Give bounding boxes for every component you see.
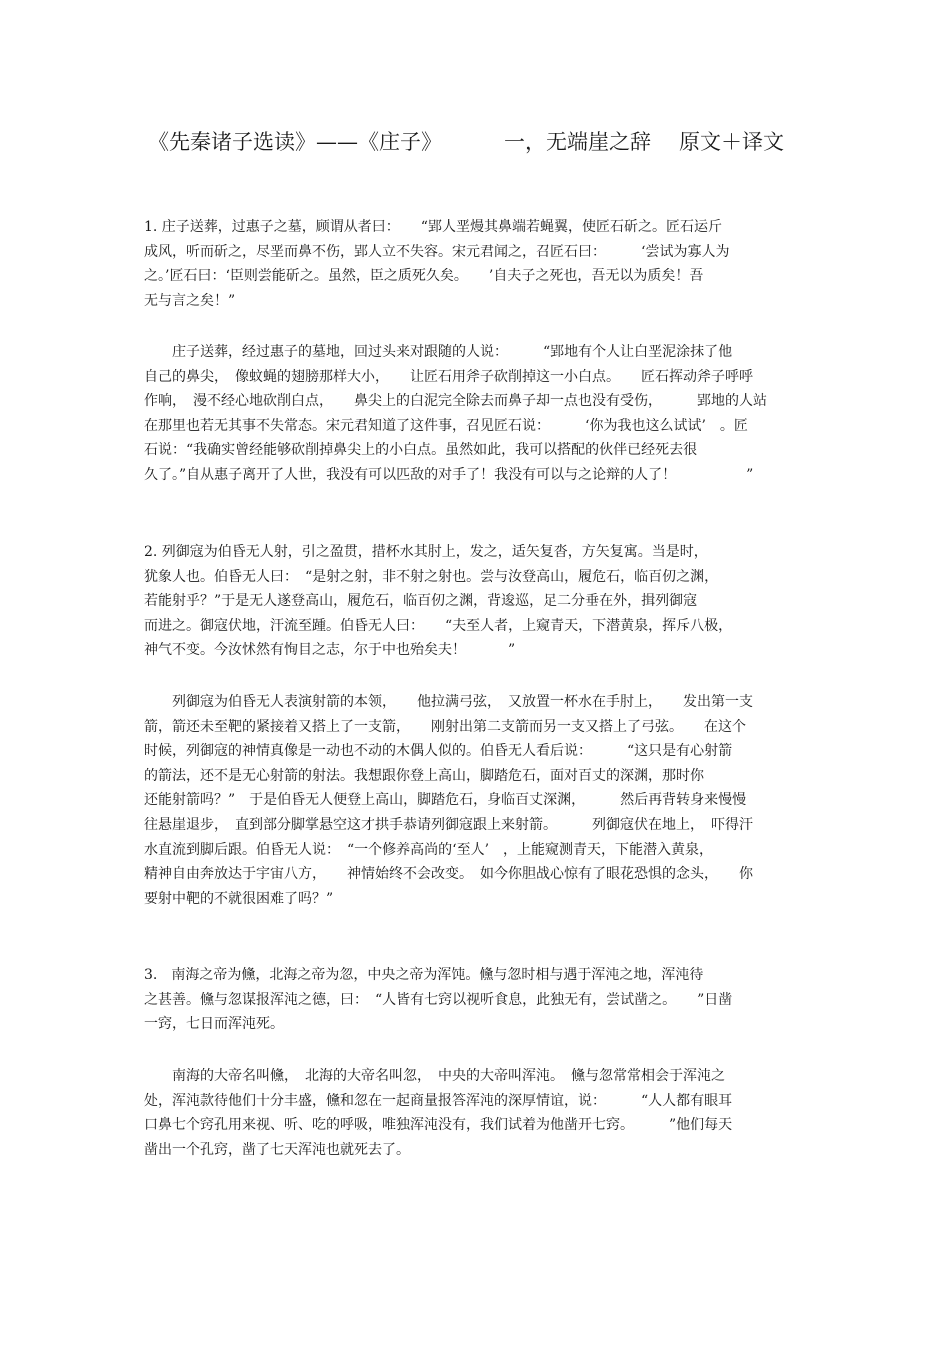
document-title xyxy=(148,128,848,156)
text-line: 之甚善。儵与忽谋报浑沌之德，曰： “人皆有七窍以视听食息，此独无有，尝试凿之。 ”日凿 xyxy=(144,991,733,1008)
text-line: 久了。”自从惠子离开了人世，我没有可以匹敌的对手了！我没有可以与之论辩的人了！ ” xyxy=(144,466,754,483)
text-line: 精神自由奔放达于宇宙八方， 神情始终不会改变。 如今你胆战心惊有了眼花恐惧的念头， 你 xyxy=(144,866,753,883)
text-line: 水直流到脚后跟。伯昏无人说： “一个修养高尚的‘至人’ ，上能窥测青天，下能潜入黄泉， xyxy=(144,841,714,858)
text-line: 在那里也若无其事不失常态。宋元君知道了这件事，召见匠石说： ‘你为我也这么试试’ 。匠 xyxy=(144,417,748,434)
text-line: 凿出一个孔窍，凿了七天浑沌也就死去了。 xyxy=(144,1141,410,1158)
text-line: 的箭法，还不是无心射箭的射法。我想跟你登上高山，脚踏危石，面对百丈的深渊，那时你 xyxy=(144,767,704,784)
text-line: 若能射乎？”于是无人遂登高山，履危石，临百仞之渊，背逡巡，足二分垂在外，揖列御寇 xyxy=(144,593,698,610)
section-1-translation xyxy=(144,340,809,488)
section-1-original xyxy=(144,215,809,313)
text-line: 庄子送葬，经过惠子的墓地，回过头来对跟随的人说： “郢地有个人让白垩泥涂抹了他 xyxy=(144,344,733,360)
section-2-original xyxy=(144,540,809,663)
text-line: 无与言之矣！” xyxy=(144,292,236,309)
text-line: 之。’匠石曰：‘臣则尝能斫之。虽然，臣之质死久矣。 ’自夫子之死也，吾无以为质矣！吾 xyxy=(144,268,704,285)
section-3-original xyxy=(144,963,809,1037)
text-line: 石说：“我确实曾经能够砍削掉鼻尖上的小白点。虽然如此，我可以搭配的伙伴已经死去很 xyxy=(144,442,698,459)
text-line: 1. 庄子送葬，过惠子之墓，顾谓从者曰： “郢人垩熳其鼻端若蝇翼，使匠石斫之。匠石运斤 xyxy=(144,219,722,235)
text-line: 3. 南海之帝为儵，北海之帝为忽，中央之帝为浑饨。儵与忽时相与遇于浑沌之地，浑沌待 xyxy=(144,967,704,983)
section-2-translation xyxy=(144,690,809,911)
section-3-translation xyxy=(144,1064,809,1162)
title-suffix: 原文＋译文 xyxy=(679,130,784,154)
text-line: 往悬崖退步， 直到部分脚掌悬空这才拱手恭请列御寇跟上来射箭。 列御寇伏在地上， 吓得汗 xyxy=(144,816,753,833)
text-line: 而进之。御寇伏地，汗流至踵。伯昏无人曰： “夫至人者，上窥青天，下潜黄泉，挥斥八极， xyxy=(144,617,733,634)
text-line: 南海的大帝名叫儵， 北海的大帝名叫忽， 中央的大帝叫浑沌。 儵与忽常常相会于浑沌之 xyxy=(144,1068,725,1084)
text-line: 还能射箭吗？” 于是伯昏无人便登上高山，脚踏危石，身临百丈深渊， 然后再背转身来慢慢 xyxy=(144,792,747,809)
text-line: 神气不变。今汝怵然有恂目之志，尔于中也殆矣夫！ ” xyxy=(144,642,516,659)
text-line: 犹象人也。伯昏无人曰： “是射之射，非不射之射也。尝与汝登高山，履危石，临百仞之渊， xyxy=(144,568,719,585)
title-book: 《先秦诸子选读》——《庄子》 xyxy=(148,130,442,154)
title-chapter: 一，无端崖之辞 xyxy=(504,130,651,154)
text-line: 2. 列御寇为伯昏无人射，引之盈贯，措杯水其肘上，发之，适矢复沓，方矢复寓。当是时， xyxy=(144,544,708,560)
text-line: 一窍，七日而浑沌死。 xyxy=(144,1016,284,1033)
text-line: 时候，列御寇的神情真像是一动也不动的木偶人似的。伯昏无人看后说： “这只是有心射箭 xyxy=(144,743,733,760)
text-line: 列御寇为伯昏无人表演射箭的本领， 他拉满弓弦， 又放置一杯水在手肘上， 发出第一支 xyxy=(144,694,753,710)
text-line: 作响， 漫不经心地砍削白点， 鼻尖上的白泥完全除去而鼻子却一点也没有受伤， 郢地的人站 xyxy=(144,393,767,410)
text-line: 处，浑沌款待他们十分丰盛，儵和忽在一起商量报答浑沌的深厚情谊，说： “人人都有眼耳 xyxy=(144,1092,733,1109)
text-line: 自己的鼻尖， 像蚊蝇的翅膀那样大小， 让匠石用斧子砍削掉这一小白点。 匠石挥动斧子呼呼 xyxy=(144,368,753,385)
text-line: 要射中靶的不就很困难了吗？” xyxy=(144,890,334,907)
text-line: 成风，听而斫之，尽垩而鼻不伤，郢人立不失容。宋元君闻之，召匠石曰： ‘尝试为寡人为 xyxy=(144,243,730,260)
text-line: 口鼻七个窍孔用来视、听、吃的呼吸，唯独浑沌没有，我们试着为他凿开七窍。 ”他们每天 xyxy=(144,1117,733,1134)
text-line: 箭，箭还未至靶的紧接着又搭上了一支箭， 刚射出第二支箭而另一支又搭上了弓弦。 在这个 xyxy=(144,718,746,735)
